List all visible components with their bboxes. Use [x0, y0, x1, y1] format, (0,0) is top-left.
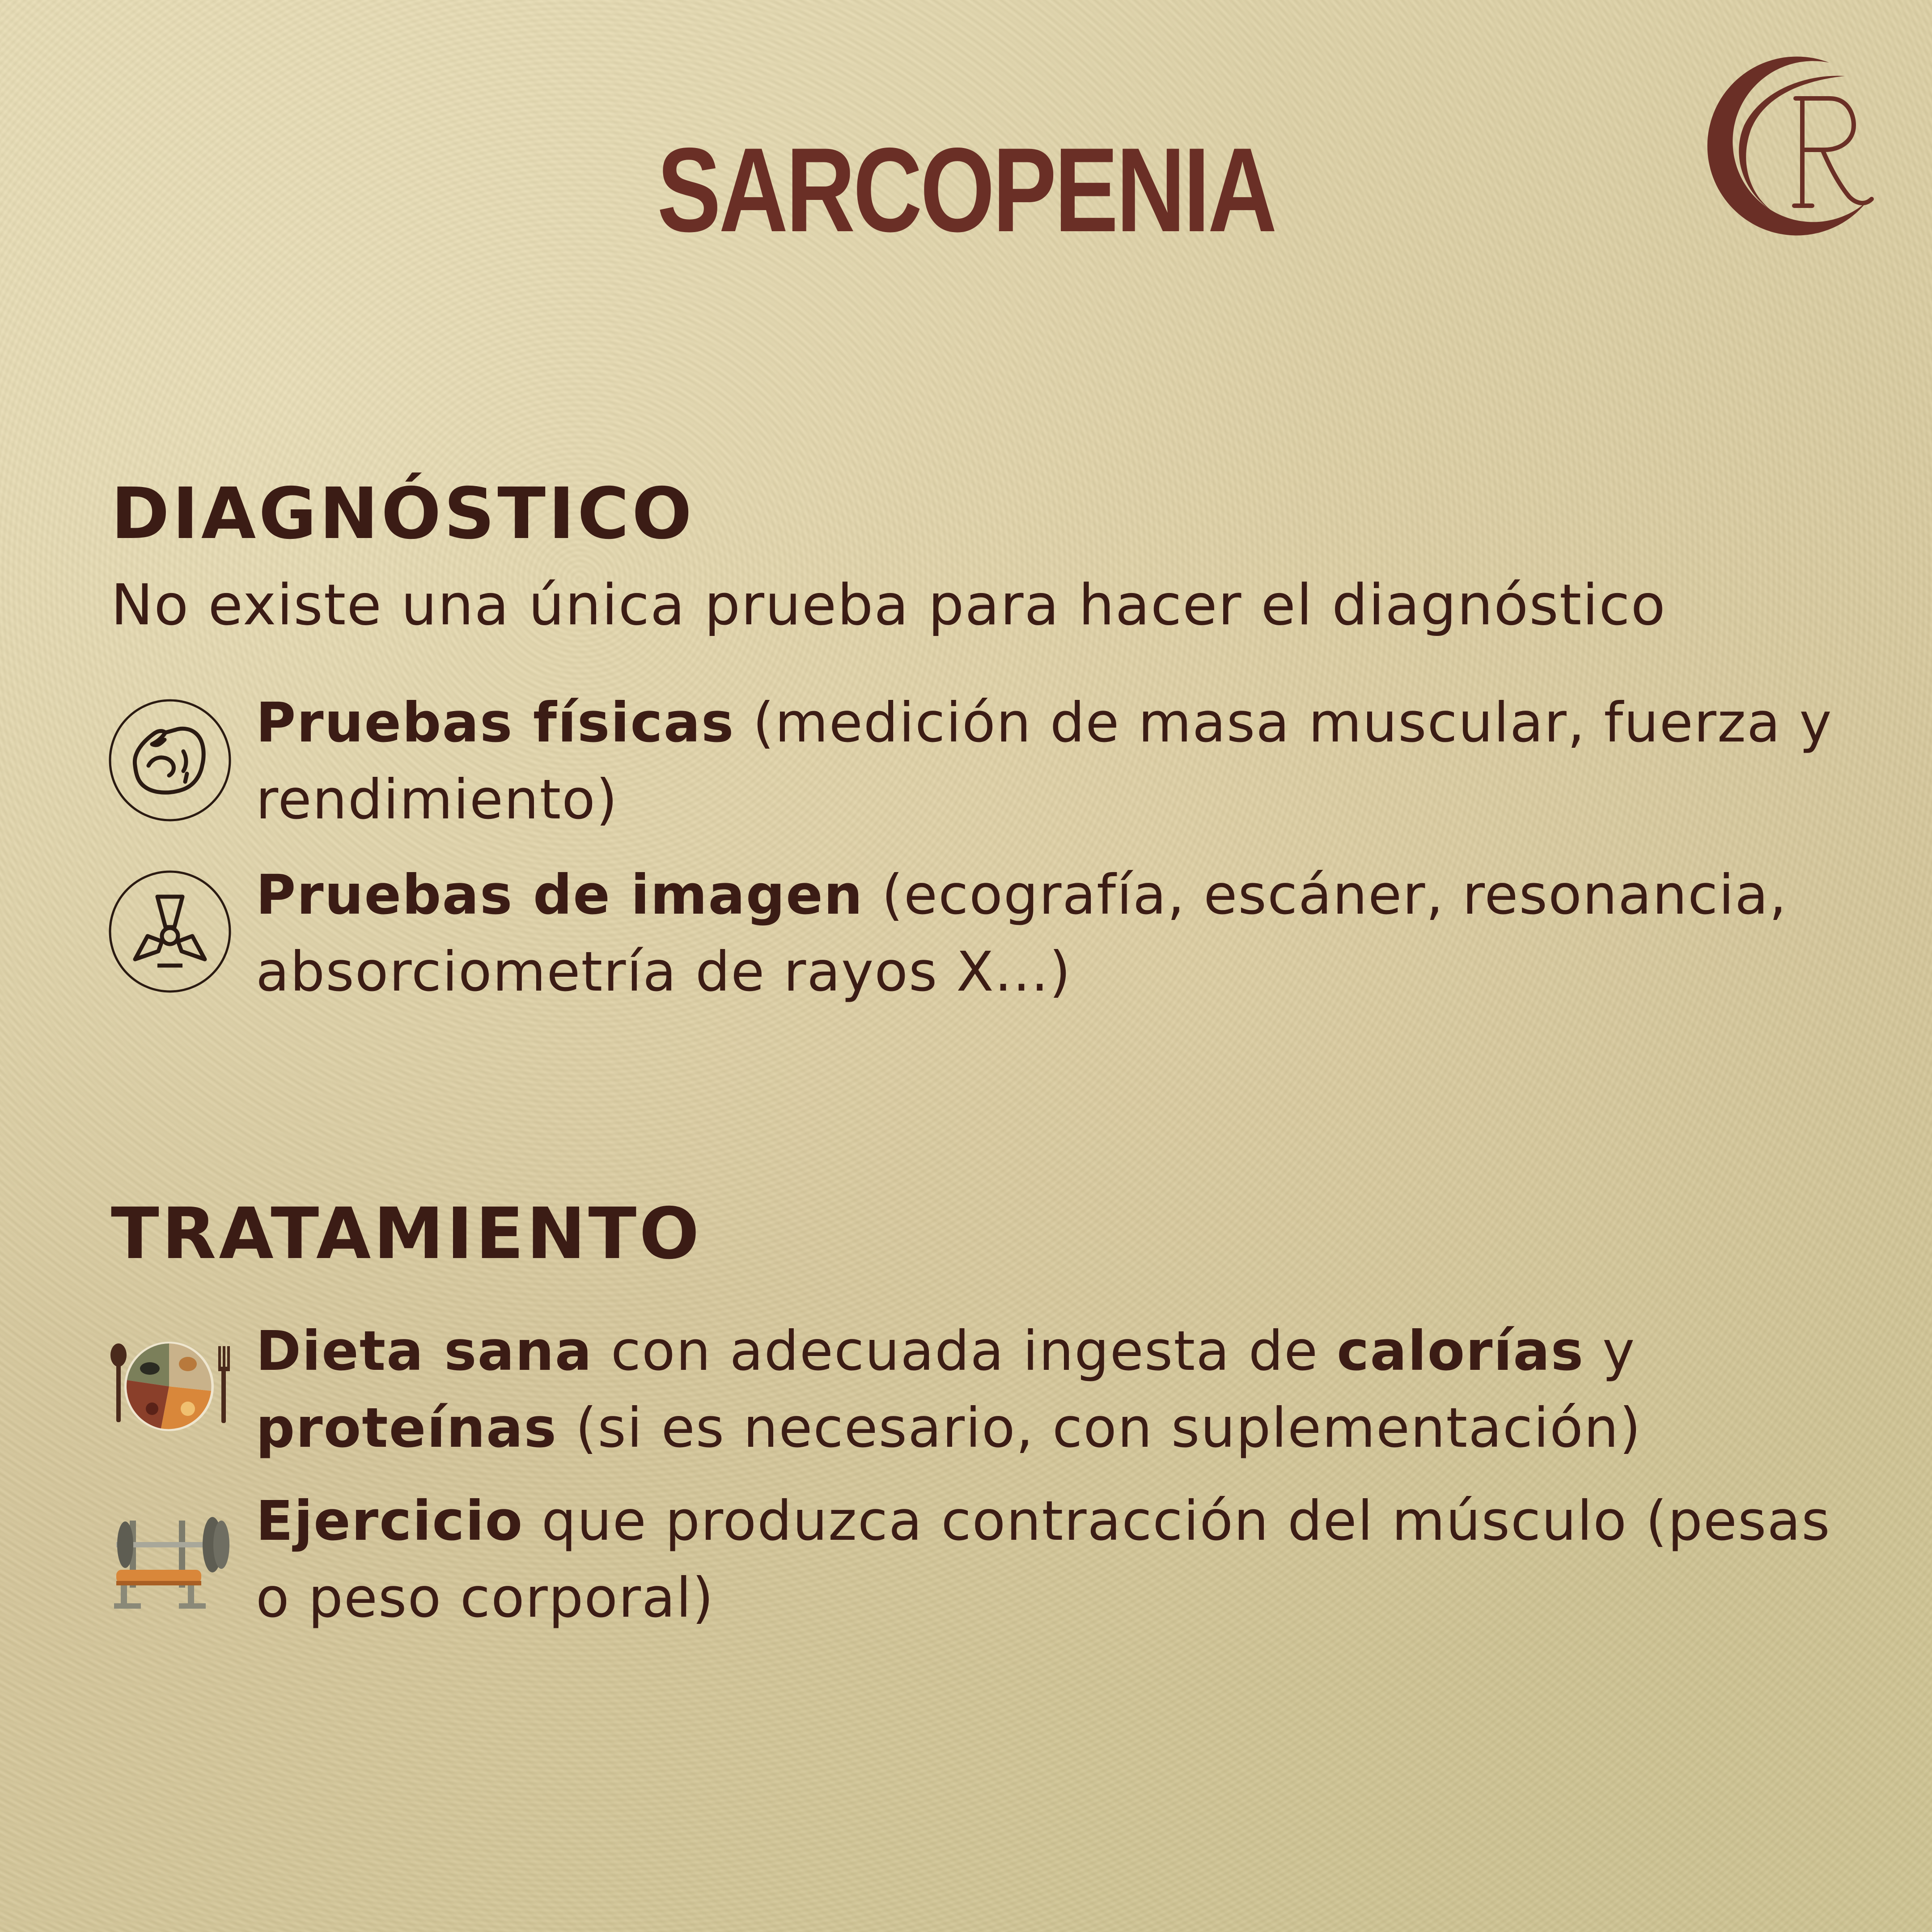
item-bold: Dieta sana	[256, 1319, 593, 1383]
item-text: que produzca contracción del músculo (pesas o peso corporal)	[256, 1489, 1831, 1630]
item-text: con adecuada ingesta de	[593, 1319, 1337, 1383]
item-text: (si es necesario, con suplementación)	[557, 1396, 1642, 1460]
item-text: (ecografía, escáner, resonancia, absorciometría de rayos X...)	[256, 863, 1788, 1004]
section-heading-tratamiento: TRATAMIENTO	[111, 1199, 702, 1269]
item-text: y	[1584, 1319, 1635, 1383]
section-heading-diagnostico: DIAGNÓSTICO	[111, 479, 695, 549]
item-bold: Ejercicio	[256, 1489, 523, 1553]
item-bold: calorías	[1337, 1319, 1584, 1383]
diagnostico-intro: No existe una única prueba para hacer el diagnóstico	[111, 577, 1666, 633]
page-title: SARCOPENIA	[193, 130, 1739, 250]
item-bold: Pruebas de imagen	[256, 863, 864, 927]
item-text: (medición de masa muscular, fuerza y rendimiento)	[256, 691, 1833, 831]
item-bold: proteínas	[256, 1396, 557, 1460]
item-bold: Pruebas físicas	[256, 691, 735, 754]
